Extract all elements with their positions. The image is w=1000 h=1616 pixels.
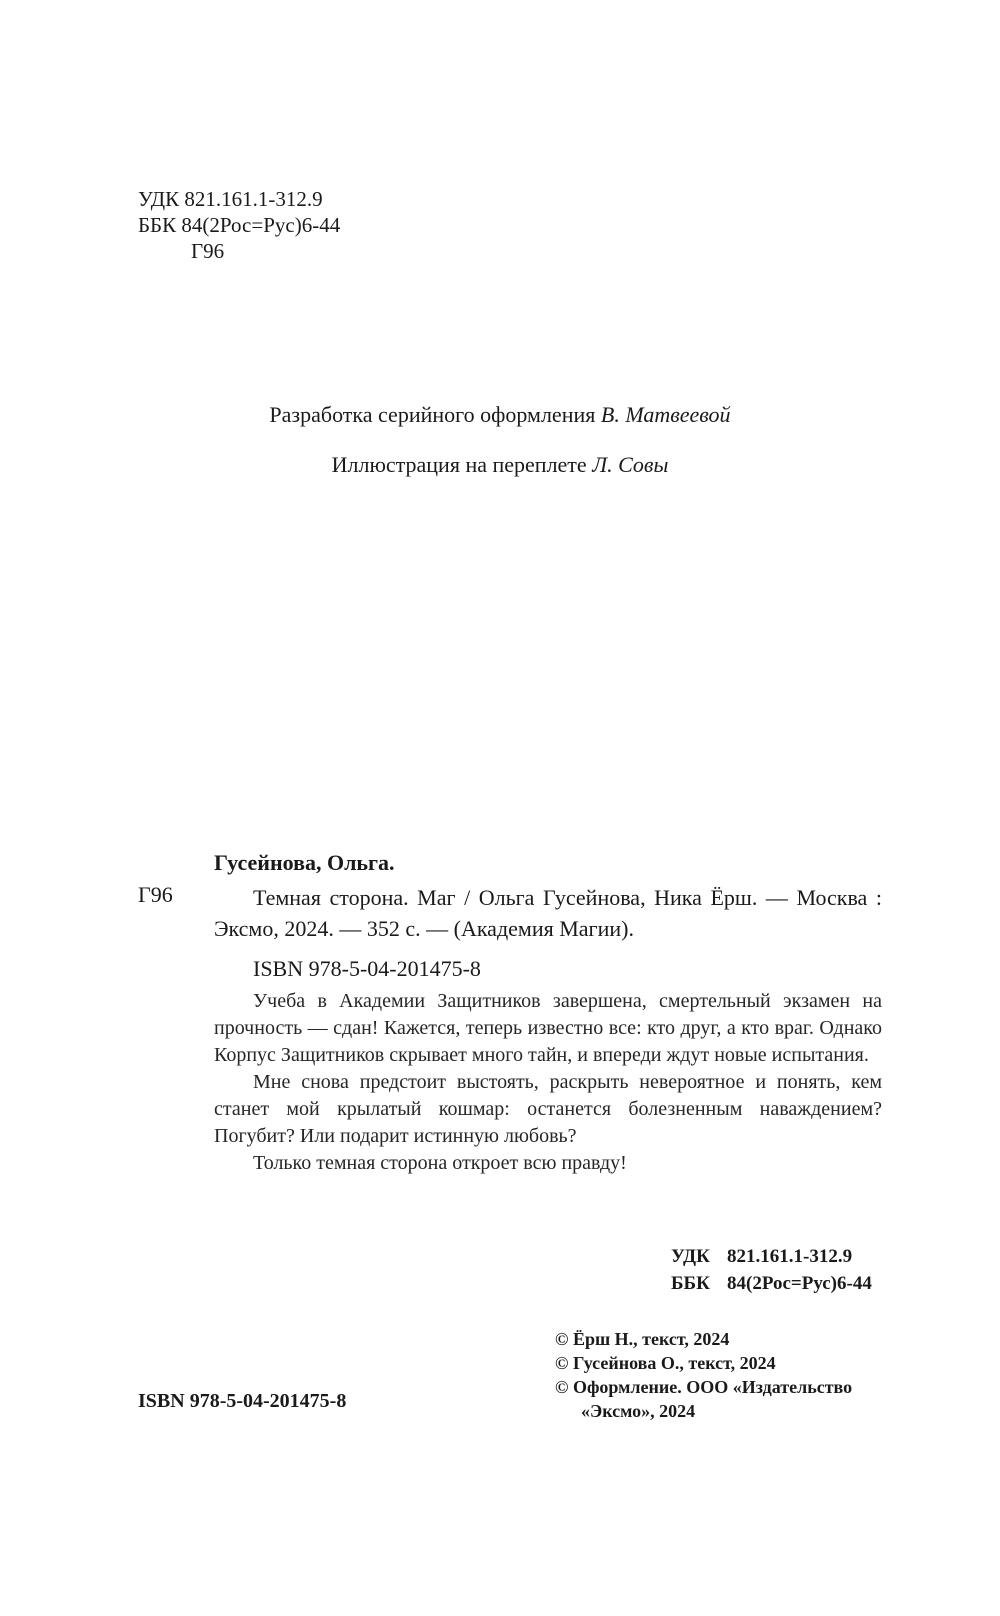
bib-author-mark: Г96 [138, 882, 173, 907]
bib-entry: Темная сторона. Маг / Ольга Гусейнова, Ника Ёрш. — Москва : Эксмо, 2024. — 352 с. — (Академия Магии). [214, 885, 882, 941]
bottom-bbk-value: 84(2Рос=Рус)6-44 [727, 1273, 872, 1294]
copyright-block [555, 1327, 852, 1423]
bottom-udk [671, 1243, 872, 1270]
copyright-line: © Гусейнова О., текст, 2024 [555, 1353, 776, 1373]
bottom-bbk-label: ББК [671, 1273, 710, 1294]
annotation-paragraph: Мне снова предстоит выстоять, раскрыть невероятное и понять, кем станет мой крылатый кошмар: останется болезненным наваждением? Погубит? Или подарит истинную любовь? [214, 1071, 882, 1147]
copyright-line: «Эксмо», 2024 [581, 1401, 696, 1421]
bottom-classification [671, 1243, 872, 1297]
annotation [214, 988, 882, 1177]
series-design-credit [0, 402, 1000, 428]
bbk-code: ББК 84(2Рос=Рус)6-44 [138, 213, 341, 237]
top-classification [138, 186, 340, 264]
bottom-udk-value: 821.161.1-312.9 [727, 1246, 853, 1267]
bottom-bbk [671, 1270, 872, 1297]
bib-isbn: ISBN 978-5-04-201475-8 [253, 956, 481, 981]
bottom-udk-label: УДК [671, 1246, 710, 1267]
copyright-line: © Оформление. ООО «Издательство [555, 1377, 853, 1397]
illustration-credit [0, 452, 1000, 478]
series-design-name: В. Матвеевой [600, 402, 731, 427]
annotation-paragraph: Учеба в Академии Защитников завершена, смертельный экзамен на прочность — сдан! Кажется, теперь известно все: кто друг, а кто враг. Однако Корпус Защитников скрывает много тайн, и впереди ждут новые испытания. [214, 990, 882, 1066]
bib-author: Гусейнова, Ольга. [214, 850, 395, 875]
author-mark: Г96 [191, 239, 225, 263]
copyright-line: © Ёрш Н., текст, 2024 [555, 1329, 730, 1349]
annotation-paragraph: Только темная сторона откроет всю правду! [253, 1152, 627, 1174]
series-design-label: Разработка серийного оформления [269, 402, 596, 427]
illustration-name: Л. Совы [592, 452, 669, 477]
bottom-isbn: ISBN 978-5-04-201475-8 [138, 1390, 347, 1412]
udk-code: УДК 821.161.1-312.9 [138, 187, 323, 211]
illustration-label: Иллюстрация на переплете [331, 452, 587, 477]
